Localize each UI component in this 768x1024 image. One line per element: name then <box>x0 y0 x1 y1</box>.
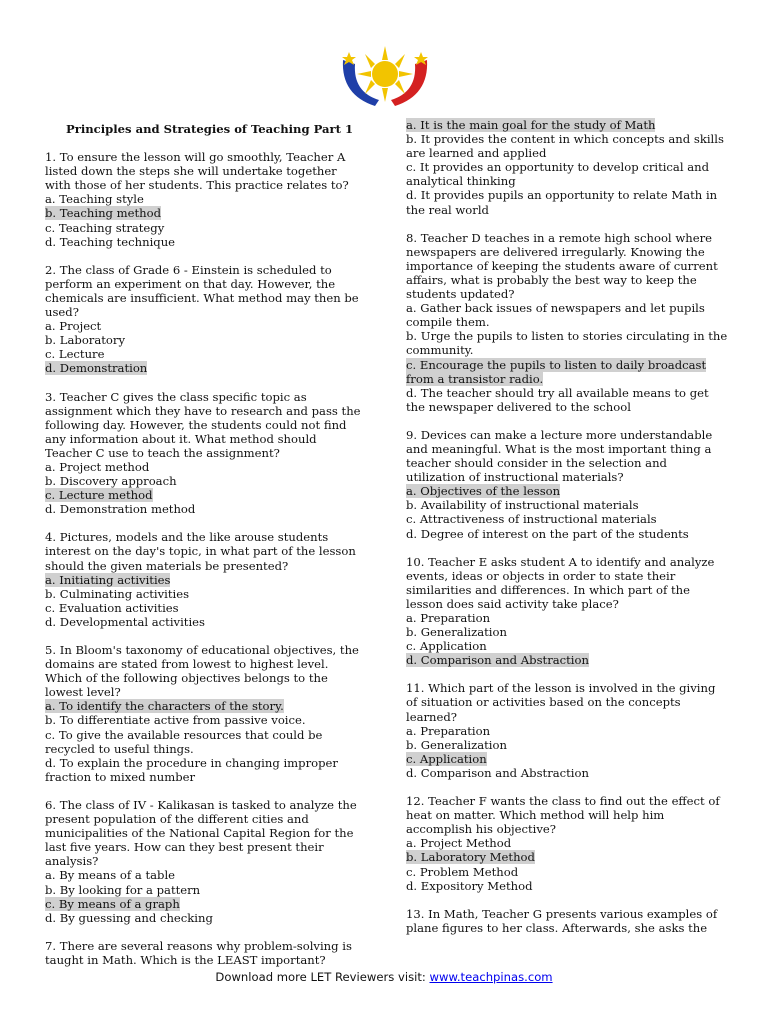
option-text: c. To give the available resources that could be recycled to useful things. <box>45 727 323 756</box>
answer-option-highlighted <box>45 206 365 220</box>
question-stem: 6. The class of IV - Kalikasan is tasked to analyze the present population of the different cities and municipalities of the National Capital Region for the last five years. How can they best present their analysis? <box>45 797 357 869</box>
answer-option <box>45 868 365 882</box>
option-text: d. Comparison and Abstraction <box>406 653 589 668</box>
answer-option <box>406 160 728 188</box>
question <box>406 681 728 780</box>
option-text: a. Project Method <box>406 836 512 851</box>
answer-option <box>45 756 365 784</box>
option-text: a. It is the main goal for the study of Math <box>406 118 656 132</box>
footer <box>0 970 768 984</box>
option-text: c. It provides an opportunity to develop critical and analytical thinking <box>406 160 710 189</box>
question-stem: 12. Teacher F wants the class to find out the effect of heat on matter. Which method will help him accomplish his objective? <box>406 794 720 837</box>
option-text: c. By means of a graph <box>45 896 180 911</box>
question <box>45 150 365 249</box>
answer-option <box>45 192 365 206</box>
option-text: a. Teaching style <box>45 192 144 207</box>
option-text: c. Application <box>406 751 487 766</box>
option-text: d. To explain the procedure in changing improper fraction to mixed number <box>45 755 338 784</box>
answer-option <box>45 347 365 361</box>
option-text: d. Expository Method <box>406 878 533 893</box>
option-text: b. Discovery approach <box>45 474 177 489</box>
option-text: a. Preparation <box>406 611 491 625</box>
answer-option <box>45 713 365 727</box>
option-text: b. It provides the content in which concepts and skills are learned and applied <box>406 132 724 161</box>
answer-option <box>406 132 728 160</box>
answer-option <box>45 728 365 756</box>
answer-option <box>406 738 728 752</box>
answer-option <box>406 766 728 780</box>
answer-option-highlighted <box>45 573 365 587</box>
question <box>45 643 365 784</box>
question-stem: 5. In Bloom's taxonomy of educational objectives, the domains are stated from lowest to highest level. Which of the following objectives belongs to the lowest level? <box>45 643 359 700</box>
answer-option-highlighted <box>406 118 728 132</box>
option-text: c. Lecture method <box>45 488 153 503</box>
answer-option <box>45 235 365 249</box>
answer-option <box>45 615 365 629</box>
option-text: b. Generalization <box>406 737 507 752</box>
answer-option <box>45 460 365 474</box>
option-text: b. Generalization <box>406 625 507 640</box>
answer-option-highlighted <box>45 361 365 375</box>
option-text: d. Demonstration method <box>45 502 196 517</box>
answer-option <box>406 611 728 625</box>
question <box>406 555 728 668</box>
option-text: a. Project <box>45 319 102 334</box>
answer-option <box>406 329 728 357</box>
answer-option-highlighted <box>45 897 365 911</box>
answer-option-highlighted <box>406 752 728 766</box>
answer-option <box>406 625 728 639</box>
option-text: c. Evaluation activities <box>45 600 179 615</box>
option-text: d. Demonstration <box>45 361 148 376</box>
option-text: c. Encourage the pupils to listen to daily broadcast from a transistor radio. <box>406 357 707 386</box>
option-text: a. To identify the characters of the story. <box>45 699 284 714</box>
option-text: c. Attractiveness of instructional materials <box>406 512 657 527</box>
option-text: b. Culminating activities <box>45 586 190 601</box>
question <box>45 263 365 376</box>
option-text: d. Degree of interest on the part of the students <box>406 526 689 541</box>
option-text: a. Initiating activities <box>45 572 171 587</box>
question-stem: 11. Which part of the lesson is involved in the giving of situation or activities based on the concepts learned? <box>406 681 716 724</box>
answer-option-highlighted <box>406 850 728 864</box>
answer-option <box>406 879 728 893</box>
answer-option <box>406 865 728 879</box>
question <box>45 390 365 517</box>
question <box>406 231 728 414</box>
option-text: a. By means of a table <box>45 868 176 883</box>
left-column <box>45 118 365 981</box>
question <box>406 907 728 935</box>
question <box>406 118 728 217</box>
option-text: c. Teaching strategy <box>45 220 165 235</box>
footer-link[interactable]: www.teachpinas.com <box>429 970 553 984</box>
option-text: c. Problem Method <box>406 864 519 879</box>
question <box>45 530 365 629</box>
question-stem: 3. Teacher C gives the class specific topic as assignment which they have to research and pass the following day. However, the students could not find any information about it. What method should Teacher C use to teach the assignment? <box>45 389 361 460</box>
right-question-list <box>406 118 728 935</box>
answer-option <box>406 188 728 216</box>
question-stem: 2. The class of Grade 6 - Einstein is scheduled to perform an experiment on that day. However, the chemicals are insufficient. What method may then be used? <box>45 262 359 320</box>
question-stem: 1. To ensure the lesson will go smoothly, Teacher A listed down the steps she will undertake together with those of her students. This practice relates to? <box>45 150 349 193</box>
answer-option <box>45 319 365 333</box>
answer-option <box>406 386 728 414</box>
option-text: d. It provides pupils an opportunity to relate Math in the real world <box>406 188 718 217</box>
option-text: c. Lecture <box>45 347 105 362</box>
question-stem: 9. Devices can make a lecture more understandable and meaningful. What is the most important thing a teacher should consider in the selection and utilization of instructional materials? <box>406 427 713 485</box>
option-text: b. Teaching method <box>45 206 162 221</box>
option-text: a. Objectives of the lesson <box>406 484 561 499</box>
question <box>406 794 728 893</box>
option-text: b. Laboratory <box>45 333 125 348</box>
option-text: d. Comparison and Abstraction <box>406 765 589 780</box>
left-question-list <box>45 150 365 967</box>
answer-option <box>45 883 365 897</box>
answer-option <box>406 512 728 526</box>
answer-option <box>45 474 365 488</box>
answer-option <box>45 601 365 615</box>
answer-option <box>45 587 365 601</box>
question-stem: 8. Teacher D teaches in a remote high school where newspapers are delivered irregularly. Knowing the importance of keeping the students aware of current affairs, what is probably the best way to keep the students updated? <box>406 230 718 302</box>
answer-option <box>45 333 365 347</box>
answer-option <box>406 498 728 512</box>
option-text: b. To differentiate active from passive voice. <box>45 713 306 728</box>
answer-option <box>406 639 728 653</box>
option-text: b. By looking for a pattern <box>45 882 201 897</box>
option-text: a. Project method <box>45 459 150 474</box>
answer-option <box>406 724 728 738</box>
answer-option-highlighted <box>45 488 365 502</box>
option-text: d. By guessing and checking <box>45 910 213 925</box>
question-stem: 13. In Math, Teacher G presents various examples of plane figures to her class. Afterwards, she asks the <box>406 906 718 935</box>
answer-option-highlighted <box>45 699 365 713</box>
option-text: b. Availability of instructional materials <box>406 498 639 513</box>
answer-option <box>45 221 365 235</box>
answer-option <box>45 911 365 925</box>
right-column <box>406 118 728 949</box>
sun-stars-logo <box>335 40 435 110</box>
question-stem: 7. There are several reasons why problem-solving is taught in Math. Which is the LEAST important? <box>45 938 352 967</box>
answer-option <box>406 527 728 541</box>
option-text: d. Developmental activities <box>45 614 205 629</box>
option-text: a. Preparation <box>406 723 491 738</box>
answer-option <box>406 301 728 329</box>
answer-option <box>406 836 728 850</box>
answer-option-highlighted <box>406 358 728 386</box>
option-text: b. Laboratory Method <box>406 850 535 865</box>
question <box>45 798 365 925</box>
question <box>406 428 728 541</box>
option-text: b. Urge the pupils to listen to stories circulating in the community. <box>406 329 728 358</box>
question-stem: 10. Teacher E asks student A to identify and analyze events, ideas or objects in order to state their similarities and differences. In which part of the lesson does said activity take place? <box>406 554 715 611</box>
footer-text: Download more LET Reviewers visit: <box>215 970 430 984</box>
page-title: Principles and Strategies of Teaching Part 1 <box>66 122 354 136</box>
option-text: d. Teaching technique <box>45 234 176 249</box>
answer-option <box>45 502 365 516</box>
answer-option-highlighted <box>406 653 728 667</box>
option-text: d. The teacher should try all available means to get the newspaper delivered to the school <box>406 385 709 414</box>
option-text: c. Application <box>406 639 487 654</box>
option-text: a. Gather back issues of newspapers and let pupils compile them. <box>406 301 705 330</box>
question <box>45 939 365 967</box>
answer-option-highlighted <box>406 484 728 498</box>
question-stem: 4. Pictures, models and the like arouse students interest on the day's topic, in what part of the lesson should the given materials be presented? <box>45 530 356 573</box>
